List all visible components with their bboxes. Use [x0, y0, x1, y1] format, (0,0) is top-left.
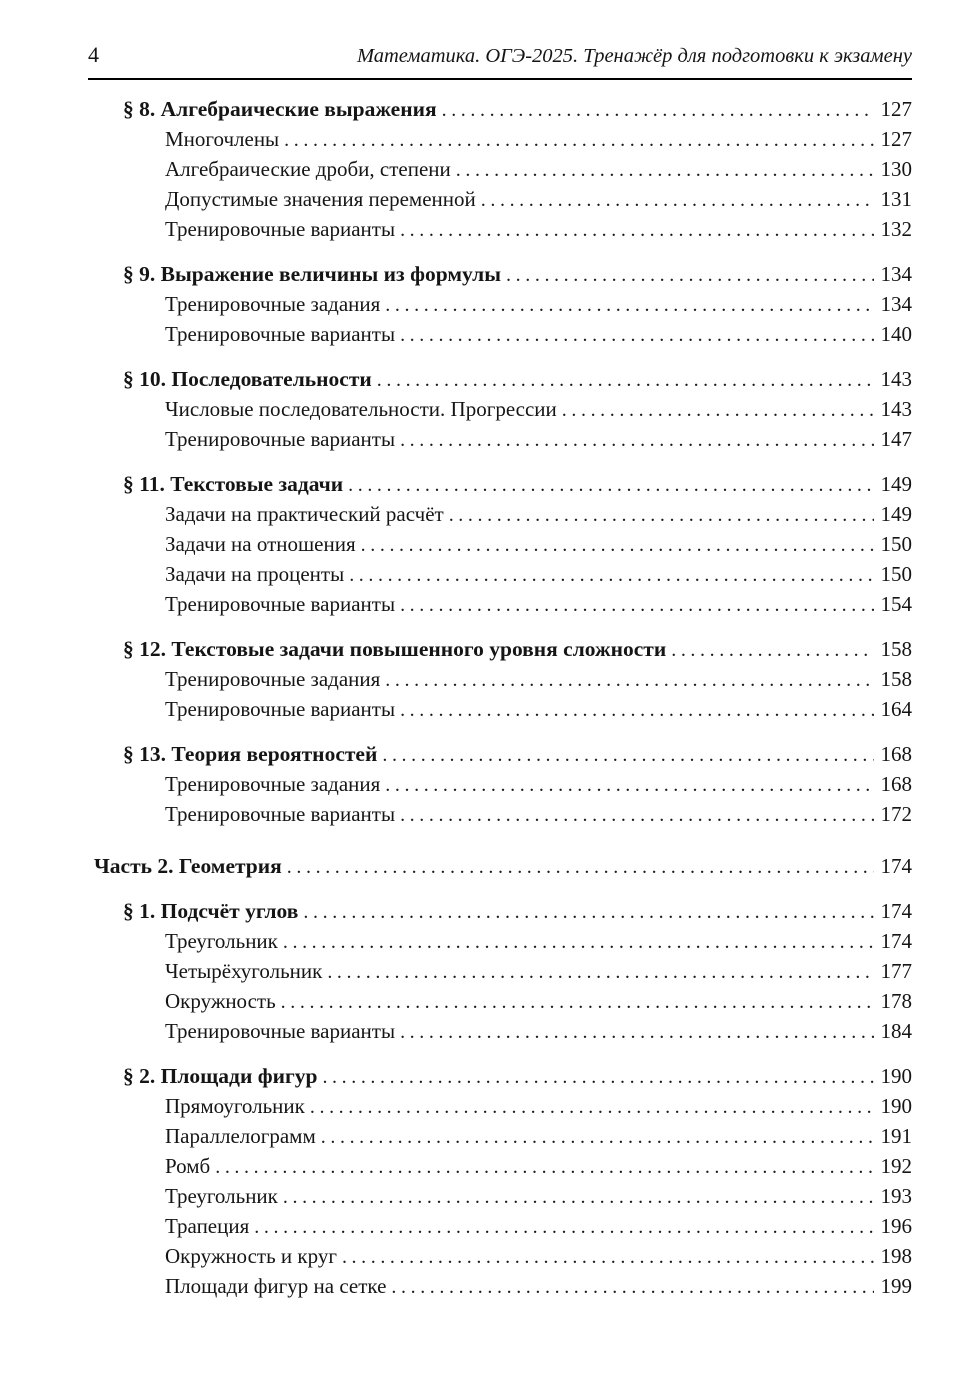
toc-entry-sub — [165, 957, 912, 987]
toc-entry-page: 150 — [880, 532, 912, 556]
toc-entry-title: Параллелограмм — [165, 1124, 316, 1148]
dot-leader — [400, 801, 873, 830]
toc-entry-sub — [165, 590, 912, 620]
dot-leader — [310, 1093, 874, 1122]
toc-entry-title: Многочлены — [165, 127, 280, 151]
dot-leader — [391, 1273, 873, 1302]
toc-entry-sub — [165, 215, 912, 245]
toc-entry-title: § 12. Текстовые задачи повышенного уровня сложности — [123, 637, 667, 661]
dot-leader — [400, 1018, 873, 1047]
toc-entry-part — [94, 852, 912, 882]
dot-leader — [456, 156, 874, 185]
dot-leader — [385, 666, 873, 695]
toc-entry-title: Тренировочные задания — [165, 292, 381, 316]
dot-leader — [506, 261, 873, 290]
dot-leader — [361, 531, 874, 560]
toc-entry-title: Треугольник — [165, 929, 278, 953]
dot-leader — [400, 426, 873, 455]
toc-entry-page: 177 — [880, 959, 912, 983]
toc-entry-title: Тренировочные варианты — [165, 322, 396, 346]
toc-entry-title: Тренировочные варианты — [165, 1019, 396, 1043]
toc-entry-title: Часть 2. Геометрия — [94, 854, 282, 878]
toc-entry-section — [123, 635, 912, 665]
toc-entry-page: 174 — [880, 899, 912, 923]
toc-entry-title: Тренировочные варианты — [165, 697, 396, 721]
toc-entry-sub — [165, 530, 912, 560]
toc-entry-sub — [165, 185, 912, 215]
toc-entry-page: 149 — [880, 502, 912, 526]
toc-entry-title: Тренировочные варианты — [165, 592, 396, 616]
dot-leader — [449, 501, 874, 530]
toc-entry-page: 190 — [880, 1064, 912, 1088]
toc-entry-title: Площади фигур на сетке — [165, 1274, 387, 1298]
toc-entry-title: Ромб — [165, 1154, 211, 1178]
toc-entry-page: 134 — [880, 262, 912, 286]
toc-entry-sub — [165, 290, 912, 320]
dot-leader — [348, 471, 873, 500]
dot-leader — [349, 561, 873, 590]
toc-entry-page: 131 — [880, 187, 912, 211]
toc-entry-page: 158 — [880, 637, 912, 661]
toc-entry-section — [123, 365, 912, 395]
toc-entry-page: 184 — [880, 1019, 912, 1043]
dot-leader — [385, 291, 873, 320]
toc-entry-sub — [165, 1122, 912, 1152]
toc-entry-page: 198 — [880, 1244, 912, 1268]
dot-leader — [342, 1243, 874, 1272]
toc-entry-title: Тренировочные варианты — [165, 217, 396, 241]
toc-entry-sub — [165, 800, 912, 830]
toc-entry-title: Допустимые значения переменной — [165, 187, 476, 211]
toc-entry-sub — [165, 1092, 912, 1122]
toc-entry-title: Прямоугольник — [165, 1094, 305, 1118]
toc-entry-title: § 10. Последовательности — [123, 367, 372, 391]
toc-entry-sub — [165, 1182, 912, 1212]
dot-leader — [283, 1183, 874, 1212]
toc-entry-section — [123, 740, 912, 770]
dot-leader — [400, 216, 873, 245]
dot-leader — [281, 988, 874, 1017]
toc-entry-page: 140 — [880, 322, 912, 346]
dot-leader — [377, 366, 874, 395]
toc-entry-title: Тренировочные задания — [165, 667, 381, 691]
table-of-contents — [88, 95, 912, 1302]
toc-entry-title: Числовые последовательности. Прогрессии — [165, 397, 557, 421]
dot-leader — [400, 696, 873, 725]
toc-entry-page: 164 — [880, 697, 912, 721]
page-number: 4 — [88, 42, 99, 67]
toc-entry-sub — [165, 425, 912, 455]
toc-entry-page: 174 — [880, 929, 912, 953]
toc-entry-sub — [165, 665, 912, 695]
toc-entry-page: 193 — [880, 1184, 912, 1208]
toc-entry-sub — [165, 155, 912, 185]
toc-entry-title: Задачи на отношения — [165, 532, 356, 556]
dot-leader — [671, 636, 873, 665]
toc-entry-title: Тренировочные варианты — [165, 802, 396, 826]
toc-entry-title: § 8. Алгебраические выражения — [123, 97, 437, 121]
dot-leader — [283, 928, 874, 957]
toc-entry-page: 196 — [880, 1214, 912, 1238]
toc-entry-page: 134 — [880, 292, 912, 316]
toc-entry-title: Четырёхугольник — [165, 959, 323, 983]
page-header — [88, 40, 912, 71]
toc-entry-page: 143 — [880, 397, 912, 421]
toc-entry-page: 149 — [880, 472, 912, 496]
toc-entry-section — [123, 1062, 912, 1092]
toc-entry-sub — [165, 770, 912, 800]
toc-entry-title: Тренировочные задания — [165, 772, 381, 796]
toc-entry-title: § 1. Подсчёт углов — [123, 899, 299, 923]
toc-entry-section — [123, 260, 912, 290]
toc-entry-title: § 13. Теория вероятностей — [123, 742, 378, 766]
dot-leader — [254, 1213, 873, 1242]
toc-entry-page: 132 — [880, 217, 912, 241]
toc-entry-page: 172 — [880, 802, 912, 826]
running-title: Математика. ОГЭ-2025. Тренажёр для подготовки к экзамену — [356, 45, 912, 67]
toc-entry-page: 143 — [880, 367, 912, 391]
toc-entry-page: 199 — [880, 1274, 912, 1298]
toc-entry-sub — [165, 695, 912, 725]
toc-entry-page: 158 — [880, 667, 912, 691]
toc-entry-sub — [165, 1212, 912, 1242]
toc-entry-page: 147 — [880, 427, 912, 451]
dot-leader — [400, 591, 873, 620]
dot-leader — [215, 1153, 873, 1182]
toc-entry-sub — [165, 125, 912, 155]
toc-entry-sub — [165, 500, 912, 530]
header-rule — [88, 78, 912, 80]
toc-entry-title: § 9. Выражение величины из формулы — [123, 262, 502, 286]
toc-entry-page: 154 — [880, 592, 912, 616]
dot-leader — [322, 1063, 873, 1092]
dot-leader — [303, 898, 873, 927]
toc-entry-title: § 11. Текстовые задачи — [123, 472, 344, 496]
toc-entry-sub — [165, 927, 912, 957]
dot-leader — [287, 853, 874, 882]
toc-entry-title: Тренировочные варианты — [165, 427, 396, 451]
toc-entry-sub — [165, 1272, 912, 1302]
dot-leader — [382, 741, 873, 770]
dot-leader — [442, 96, 874, 125]
toc-entry-sub — [165, 1152, 912, 1182]
toc-entry-section — [123, 897, 912, 927]
toc-entry-title: § 2. Площади фигур — [123, 1064, 318, 1088]
toc-entry-sub — [165, 1017, 912, 1047]
dot-leader — [400, 321, 873, 350]
toc-entry-page: 190 — [880, 1094, 912, 1118]
dot-leader — [481, 186, 874, 215]
dot-leader — [562, 396, 874, 425]
toc-entry-title: Треугольник — [165, 1184, 278, 1208]
toc-entry-page: 168 — [880, 742, 912, 766]
toc-entry-page: 191 — [880, 1124, 912, 1148]
toc-entry-title: Трапеция — [165, 1214, 250, 1238]
toc-entry-page: 150 — [880, 562, 912, 586]
toc-entry-sub — [165, 1242, 912, 1272]
toc-entry-page: 192 — [880, 1154, 912, 1178]
toc-entry-section — [123, 95, 912, 125]
toc-entry-sub — [165, 560, 912, 590]
dot-leader — [327, 958, 873, 987]
dot-leader — [284, 126, 873, 155]
toc-entry-title: Задачи на проценты — [165, 562, 345, 586]
toc-entry-sub — [165, 395, 912, 425]
toc-entry-sub — [165, 320, 912, 350]
toc-entry-page: 168 — [880, 772, 912, 796]
toc-entry-title: Алгебраические дроби, степени — [165, 157, 451, 181]
toc-entry-section — [123, 470, 912, 500]
dot-leader — [385, 771, 873, 800]
toc-entry-title: Окружность — [165, 989, 276, 1013]
toc-entry-page: 127 — [880, 127, 912, 151]
toc-entry-page: 127 — [880, 97, 912, 121]
toc-entry-title: Окружность и круг — [165, 1244, 337, 1268]
toc-entry-title: Задачи на практический расчёт — [165, 502, 444, 526]
toc-entry-page: 178 — [880, 989, 912, 1013]
toc-entry-page: 174 — [880, 854, 912, 878]
toc-entry-page: 130 — [880, 157, 912, 181]
toc-entry-sub — [165, 987, 912, 1017]
dot-leader — [321, 1123, 874, 1152]
